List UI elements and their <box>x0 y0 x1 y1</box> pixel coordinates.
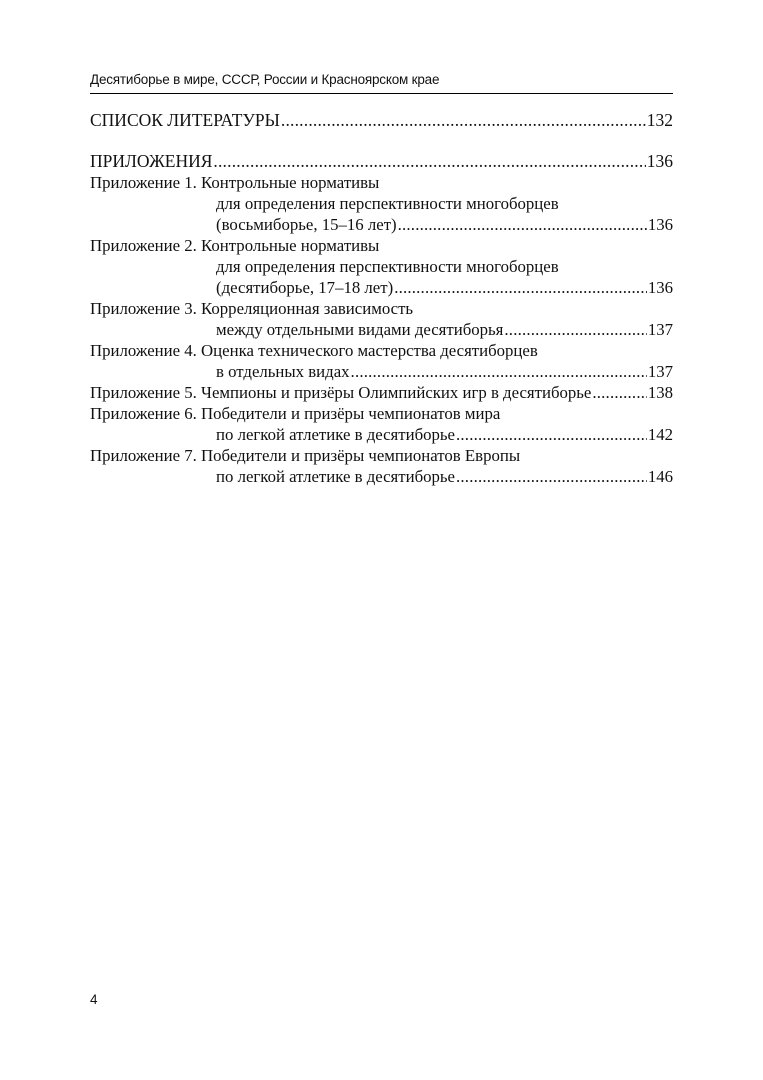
toc-entry-text: в отдельных видах <box>216 362 350 381</box>
dot-leader <box>456 424 647 445</box>
toc-entry-title: Приложение 2. Контрольные нормативы <box>90 236 380 255</box>
toc-page-number: 136 <box>646 151 673 171</box>
table-of-contents <box>90 110 673 487</box>
toc-entry-appendix-7[interactable] <box>90 445 673 466</box>
toc-entry-title: Приложение 4. Оценка технического мастерства десятиборцев <box>90 341 538 360</box>
header-rule <box>90 93 673 94</box>
toc-entry-appendices[interactable] <box>90 151 673 172</box>
toc-entry-appendix-6[interactable] <box>90 403 673 424</box>
toc-entry-last-line[interactable] <box>90 466 673 487</box>
toc-entry-last-line[interactable] <box>90 214 673 235</box>
toc-entry-appendix-4[interactable] <box>90 340 673 361</box>
toc-entry-text: для определения перспективности многоборцев <box>216 194 559 213</box>
dot-leader <box>504 319 646 340</box>
dot-leader <box>213 151 645 172</box>
toc-entry-label: ПРИЛОЖЕНИЯ <box>90 151 213 171</box>
page-number: 4 <box>90 992 98 1007</box>
toc-entry-appendix-5[interactable] <box>90 382 673 403</box>
toc-page-number: 146 <box>647 467 673 486</box>
toc-entry-appendix-3[interactable] <box>90 298 673 319</box>
toc-page-number: 142 <box>647 425 673 444</box>
dot-leader <box>394 277 647 298</box>
toc-entry-last-line[interactable] <box>90 361 673 382</box>
toc-page-number: 136 <box>647 278 673 297</box>
dot-leader <box>351 361 647 382</box>
toc-entry-label: СПИСОК ЛИТЕРАТУРЫ <box>90 110 280 130</box>
toc-entry-title: Приложение 3. Корреляционная зависимость <box>90 299 414 318</box>
dot-leader <box>281 110 646 131</box>
toc-entry-text: между отдельными видами десятиборья <box>216 320 504 339</box>
dot-leader <box>398 214 647 235</box>
toc-entry-title: Приложение 1. Контрольные нормативы <box>90 173 380 192</box>
toc-entry-title: Приложение 5. Чемпионы и призёры Олимпийских игр в десятиборье <box>90 383 592 402</box>
toc-entry-text: для определения перспективности многоборцев <box>216 257 559 276</box>
toc-entry-text: по легкой атлетике в десятиборье <box>216 425 456 444</box>
toc-page-number: 136 <box>647 215 673 234</box>
toc-entry-literature[interactable] <box>90 110 673 131</box>
toc-entry-last-line[interactable] <box>90 424 673 445</box>
toc-entry-text: по легкой атлетике в десятиборье <box>216 467 456 486</box>
running-head: Десятиборье в мире, СССР, России и Красноярском крае <box>90 72 440 87</box>
toc-entry-last-line[interactable] <box>90 277 673 298</box>
toc-page-number: 137 <box>647 362 673 381</box>
toc-page-number: 132 <box>646 110 673 130</box>
toc-entry-text: (десятиборье, 17–18 лет) <box>216 278 394 297</box>
toc-entry-appendix-1[interactable] <box>90 172 673 193</box>
toc-entry-last-line[interactable] <box>90 319 673 340</box>
toc-entry-appendix-2[interactable] <box>90 235 673 256</box>
toc-entry-continuation <box>90 193 673 214</box>
toc-entry-text: (восьмиборье, 15–16 лет) <box>216 215 397 234</box>
dot-leader <box>456 466 647 487</box>
toc-entry-title: Приложение 6. Победители и призёры чемпионатов мира <box>90 404 501 423</box>
toc-page-number: 137 <box>647 320 673 339</box>
toc-entry-continuation <box>90 256 673 277</box>
dot-leader <box>592 382 646 403</box>
toc-page-number: 138 <box>647 383 673 402</box>
toc-entry-title: Приложение 7. Победители и призёры чемпионатов Европы <box>90 446 521 465</box>
